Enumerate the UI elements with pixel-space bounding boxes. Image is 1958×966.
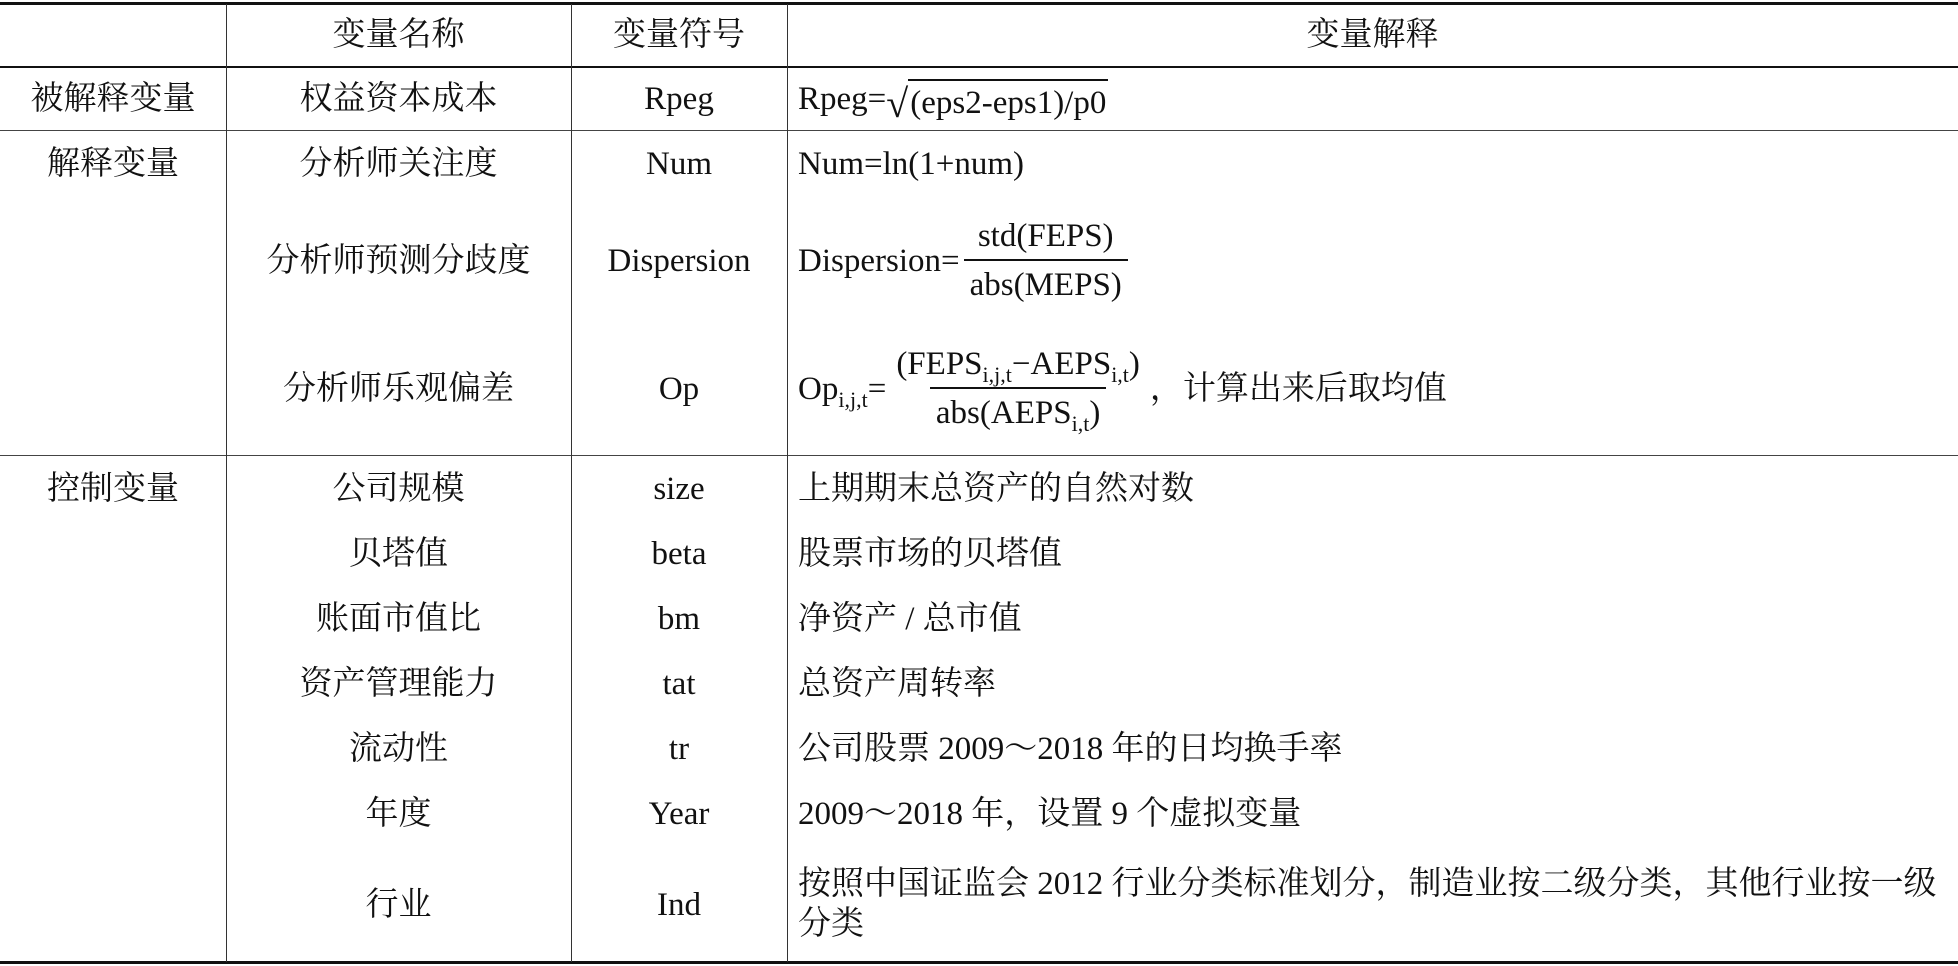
header-variable-symbol: 变量符号 (613, 16, 745, 53)
numerator-close-paren: ) (1128, 346, 1140, 382)
sqrt-expression (886, 79, 1108, 126)
row-explanation: 净资产 / 总市值 (798, 600, 1022, 637)
group-explanatory-variable: 解释变量 (47, 145, 179, 182)
header-variable-name: 变量名称 (332, 16, 465, 53)
op-fraction (890, 346, 1146, 436)
row-symbol: Dispersion (607, 242, 751, 279)
row-symbol: Rpeg (644, 80, 714, 117)
row-name: 账面市值比 (316, 600, 481, 637)
row-symbol: bm (657, 600, 701, 637)
denominator-close-paren: ) (1089, 395, 1101, 431)
fraction-numerator: std(FEPS) (977, 218, 1114, 254)
row-explanation-multiline (798, 850, 1948, 960)
rpeg-formula-lhs: Rpeg= (798, 80, 887, 117)
industry-explanation-text: 按照中国证监会 2012 行业分类标准划分，制造业按二级分类，其他行业按一级分类 (798, 866, 1937, 942)
fraction-denominator: abs(MEPS) (964, 259, 1128, 302)
row-name: 公司规模 (332, 470, 465, 507)
row-name: 流动性 (349, 730, 448, 767)
row-explanation: 股票市场的贝塔值 (798, 535, 1062, 572)
header-category (0, 4, 226, 66)
row-name: 权益资本成本 (299, 80, 498, 117)
row-name: 行业 (365, 886, 432, 923)
header-variable-explanation: 变量解释 (1306, 16, 1439, 53)
row-symbol: Num (646, 145, 712, 182)
denominator-subscript: i,t (1071, 411, 1090, 436)
group-control-variable: 控制变量 (47, 470, 179, 507)
row-symbol: Op (658, 370, 700, 407)
row-name: 分析师关注度 (299, 145, 498, 182)
op-formula-lhs (798, 370, 887, 412)
row-explanation: 上期期末总资产的自然对数 (798, 470, 1194, 507)
row-symbol: tat (662, 665, 696, 702)
denominator-abs-aeps: abs(AEPS (935, 395, 1072, 431)
group-dependent-variable: 被解释变量 (30, 80, 196, 117)
row-symbol: tr (668, 730, 690, 767)
row-symbol: size (653, 470, 705, 507)
dispersion-fraction (964, 220, 1128, 302)
fraction-denominator (930, 387, 1106, 436)
row-name: 分析师乐观偏差 (283, 370, 514, 407)
aeps-subscript: i,t (1111, 362, 1129, 387)
fraction-numerator (890, 348, 1146, 387)
row-symbol: beta (651, 535, 707, 572)
col-divider-3 (787, 4, 788, 962)
numerator-aeps: −AEPS (1011, 346, 1112, 382)
op-formula-tail: ，计算出来后取均值 (1149, 370, 1447, 407)
row-explanation: 总资产周转率 (798, 665, 996, 702)
feps-subscript: i,j,t (982, 362, 1012, 387)
op-equals: = (867, 370, 887, 407)
numerator-feps: (FEPS (896, 346, 983, 382)
dispersion-formula-lhs: Dispersion= (798, 242, 960, 279)
row-name: 分析师预测分歧度 (266, 242, 531, 279)
row-explanation-rpeg (798, 68, 1948, 130)
row-explanation-op (798, 330, 1948, 448)
op-subscript: i,j,t (838, 386, 868, 412)
row-symbol: Ind (657, 886, 701, 923)
row-explanation-dispersion (798, 205, 1948, 317)
row-symbol: Year (648, 795, 710, 832)
row-name: 年度 (365, 795, 432, 832)
bottom-rule (0, 961, 1958, 964)
op-base: Op (798, 370, 839, 407)
sqrt-symbol: √ (886, 80, 909, 126)
sqrt-radicand: (eps2-eps1)/p0 (908, 79, 1108, 120)
row-name: 贝塔值 (349, 535, 448, 572)
row-explanation: 2009～2018 年，设置 9 个虚拟变量 (798, 795, 1302, 832)
row-explanation: 公司股票 2009～2018 年的日均换手率 (798, 730, 1343, 767)
row-name: 资产管理能力 (299, 665, 498, 702)
row-explanation: Num=ln(1+num) (798, 145, 1025, 182)
